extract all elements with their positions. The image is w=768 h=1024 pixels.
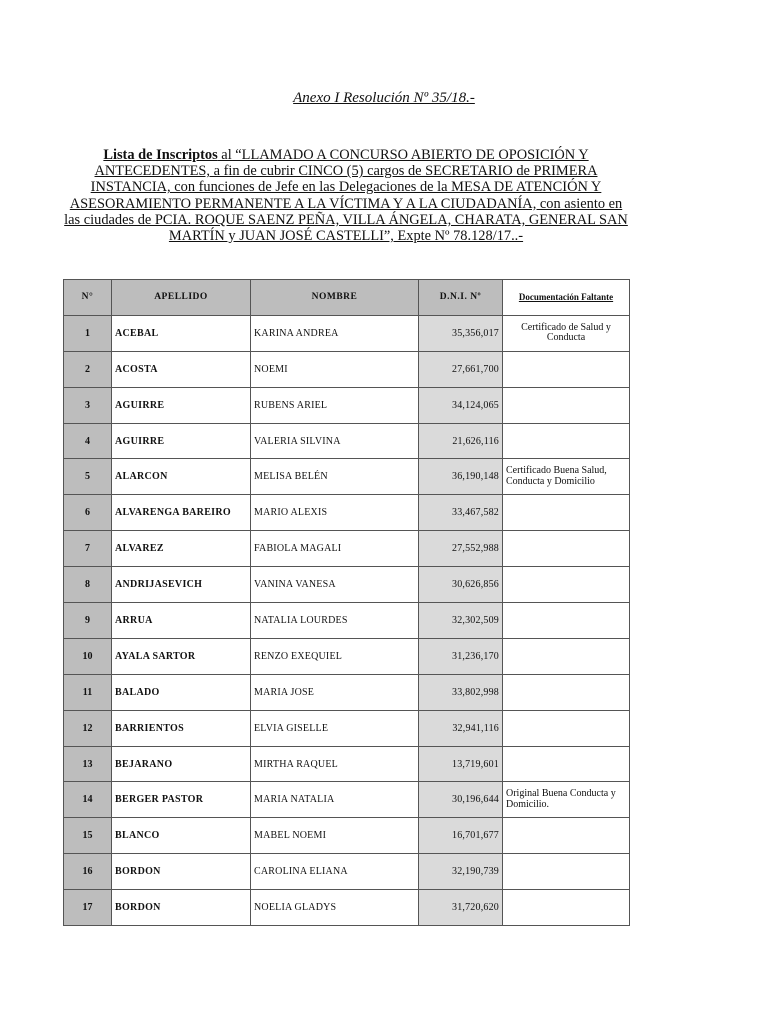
row-documentacion: [503, 567, 630, 603]
row-nombre: VANINA VANESA: [251, 567, 419, 603]
table-row: [64, 387, 630, 423]
row-apellido: AYALA SARTOR: [112, 638, 251, 674]
row-documentacion: [503, 638, 630, 674]
row-apellido: ANDRIJASEVICH: [112, 567, 251, 603]
row-dni: 32,302,509: [419, 603, 503, 639]
row-number: 13: [64, 746, 112, 782]
row-apellido: BORDON: [112, 854, 251, 890]
intro-bold-label: Lista de Inscriptos: [103, 147, 218, 163]
table-row: [64, 710, 630, 746]
row-dni: 35,356,017: [419, 315, 503, 351]
row-documentacion: [503, 818, 630, 854]
row-number: 5: [64, 459, 112, 495]
row-dni: 31,236,170: [419, 638, 503, 674]
row-nombre: CAROLINA ELIANA: [251, 854, 419, 890]
row-nombre: NOEMI: [251, 351, 419, 387]
table-row: [64, 315, 630, 351]
row-documentacion: Certificado de Salud y Conducta: [503, 315, 630, 351]
row-number: 8: [64, 567, 112, 603]
row-apellido: BERGER PASTOR: [112, 782, 251, 818]
row-documentacion: [503, 746, 630, 782]
row-number: 17: [64, 890, 112, 926]
row-number: 2: [64, 351, 112, 387]
row-apellido: BALADO: [112, 674, 251, 710]
row-documentacion: [503, 674, 630, 710]
row-apellido: ALVAREZ: [112, 531, 251, 567]
row-documentacion: [503, 710, 630, 746]
row-dni: 27,552,988: [419, 531, 503, 567]
row-nombre: VALERIA SILVINA: [251, 423, 419, 459]
row-dni: 31,720,620: [419, 890, 503, 926]
table-row: [64, 674, 630, 710]
table-header-row: [64, 280, 630, 316]
row-apellido: ARRUA: [112, 603, 251, 639]
row-number: 12: [64, 710, 112, 746]
row-documentacion: [503, 495, 630, 531]
row-dni: 30,196,644: [419, 782, 503, 818]
table-row: [64, 459, 630, 495]
row-dni: 33,467,582: [419, 495, 503, 531]
table-row: [64, 854, 630, 890]
row-dni: 27,661,700: [419, 351, 503, 387]
table-row: [64, 567, 630, 603]
row-number: 15: [64, 818, 112, 854]
row-number: 4: [64, 423, 112, 459]
row-number: 3: [64, 387, 112, 423]
row-nombre: MELISA BELÉN: [251, 459, 419, 495]
row-dni: 21,626,116: [419, 423, 503, 459]
document-title: Anexo I Resolución Nº 35/18.-: [293, 90, 475, 106]
row-documentacion: [503, 387, 630, 423]
row-nombre: MARIO ALEXIS: [251, 495, 419, 531]
row-apellido: ACEBAL: [112, 315, 251, 351]
row-documentacion: Original Buena Conducta y Domicilio.: [503, 782, 630, 818]
row-apellido: AGUIRRE: [112, 387, 251, 423]
inscriptos-table: [63, 279, 630, 926]
header-nombre: NOMBRE: [251, 280, 419, 316]
row-dni: 13,719,601: [419, 746, 503, 782]
intro-text: al “LLAMADO A CONCURSO ABIERTO DE OPOSICIÓN Y ANTECEDENTES, a fin de cubrir CINCO (5) cargos de SECRETARIO de PRIMERA INSTANCIA, con funciones de Jefe en las Delegaciones de la MESA DE ATENCIÓN Y ASESORAMIENTO PERMANENTE A LA VÍCTIMA Y A LA CIUDADANÍA, con asiento en las ciudades de PCIA. ROQUE SAENZ PEÑA, VILLA ÁNGELA, CHARATA, GENERAL SAN MARTÍN y JUAN JOSÉ CASTELLI”, Expte Nº 78.128/17..-: [64, 147, 628, 245]
row-nombre: MARIA JOSE: [251, 674, 419, 710]
row-documentacion: [503, 603, 630, 639]
row-apellido: BLANCO: [112, 818, 251, 854]
header-apellido: APELLIDO: [112, 280, 251, 316]
row-nombre: ELVIA GISELLE: [251, 710, 419, 746]
header-dni: D.N.I. Nº: [419, 280, 503, 316]
table-row: [64, 782, 630, 818]
row-documentacion: [503, 351, 630, 387]
row-number: 7: [64, 531, 112, 567]
row-number: 9: [64, 603, 112, 639]
table-row: [64, 638, 630, 674]
row-documentacion: [503, 531, 630, 567]
row-number: 14: [64, 782, 112, 818]
row-apellido: ACOSTA: [112, 351, 251, 387]
row-number: 11: [64, 674, 112, 710]
row-apellido: BORDON: [112, 890, 251, 926]
row-dni: 32,190,739: [419, 854, 503, 890]
row-documentacion: Certificado Buena Salud, Conducta y Domicilio: [503, 459, 630, 495]
table-row: [64, 818, 630, 854]
row-nombre: MIRTHA RAQUEL: [251, 746, 419, 782]
row-documentacion: [503, 890, 630, 926]
row-dni: 33,802,998: [419, 674, 503, 710]
row-documentacion: [503, 423, 630, 459]
table-row: [64, 603, 630, 639]
row-nombre: MARIA NATALIA: [251, 782, 419, 818]
row-nombre: NATALIA LOURDES: [251, 603, 419, 639]
row-nombre: FABIOLA MAGALI: [251, 531, 419, 567]
row-documentacion: [503, 854, 630, 890]
row-nombre: MABEL NOEMI: [251, 818, 419, 854]
table-row: [64, 495, 630, 531]
header-numero: N°: [64, 280, 112, 316]
row-number: 1: [64, 315, 112, 351]
header-documentacion: Documentación Faltante: [503, 280, 630, 316]
table-row: [64, 531, 630, 567]
row-dni: 32,941,116: [419, 710, 503, 746]
table-row: [64, 890, 630, 926]
row-dni: 36,190,148: [419, 459, 503, 495]
row-nombre: RENZO EXEQUIEL: [251, 638, 419, 674]
table-row: [64, 746, 630, 782]
row-apellido: ALARCON: [112, 459, 251, 495]
row-nombre: NOELIA GLADYS: [251, 890, 419, 926]
row-dni: 16,701,677: [419, 818, 503, 854]
row-number: 6: [64, 495, 112, 531]
table-row: [64, 423, 630, 459]
table-row: [64, 351, 630, 387]
row-number: 16: [64, 854, 112, 890]
row-nombre: KARINA ANDREA: [251, 315, 419, 351]
row-apellido: BARRIENTOS: [112, 710, 251, 746]
row-dni: 30,626,856: [419, 567, 503, 603]
row-dni: 34,124,065: [419, 387, 503, 423]
row-nombre: RUBENS ARIEL: [251, 387, 419, 423]
row-number: 10: [64, 638, 112, 674]
intro-paragraph: [64, 147, 628, 244]
row-apellido: BEJARANO: [112, 746, 251, 782]
row-apellido: AGUIRRE: [112, 423, 251, 459]
row-apellido: ALVARENGA BAREIRO: [112, 495, 251, 531]
